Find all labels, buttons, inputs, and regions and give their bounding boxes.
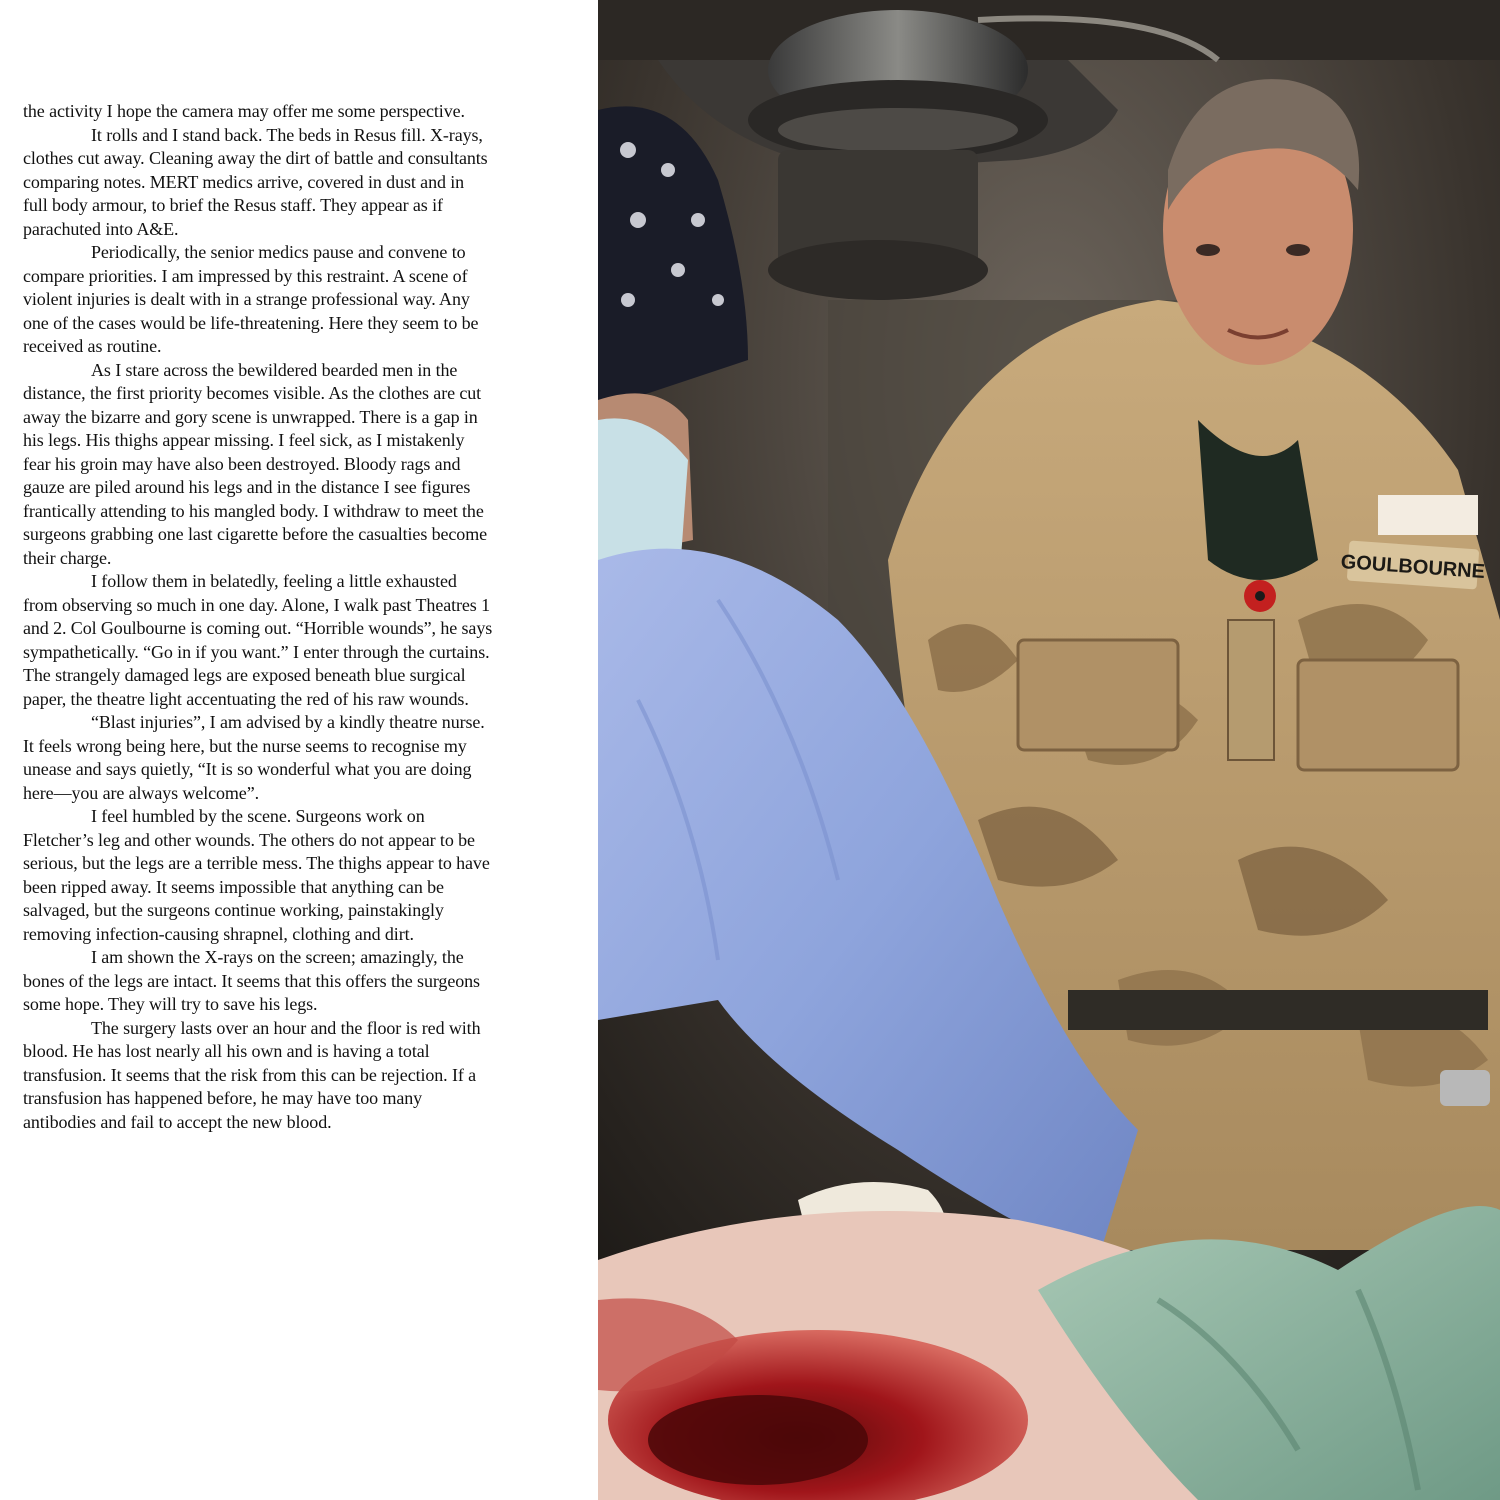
surgery-photo-illustration (598, 0, 1500, 1500)
paragraph: “Blast injuries”, I am advised by a kindly theatre nurse. It feels wrong being here, but the nurse seems to recognise my unease and says quietly, “It is so wonderful what you are doing here—you are always welcome”. (23, 712, 485, 803)
paragraph: It rolls and I stand back. The beds in Resus fill. X-rays, clothes cut away. Cleaning away the dirt of battle and consultants comparing notes. MERT medics arrive, covered in dust and in full body armour, to brief the Resus staff. They appear as if parachuted into A&E. (23, 124, 488, 239)
paragraph: I feel humbled by the scene. Surgeons work on Fletcher’s leg and other wounds. The others do not appear to be serious, but the legs are a terrible mess. The thighs appear to have been ripped away. It seems impossible that anything can be salvaged, but the surgeons continue working, painstakingly removing infection-causing shrapnel, clothing and dirt. (23, 806, 490, 944)
paragraph: I am shown the X-rays on the screen; amazingly, the bones of the legs are intact. It seems that this offers the surgeons some hope. They will try to save his legs. (23, 947, 480, 1014)
paragraph: the activity I hope the camera may offer me some perspective. (23, 101, 465, 121)
name-tag: GOULBOURNE (1340, 550, 1486, 584)
surgery-photo (598, 0, 1500, 1500)
paragraph: I follow them in belatedly, feeling a little exhausted from observing so much in one day. Alone, I walk past Theatres 1 and 2. Col Goulbourne is coming out. “Horrible wounds”, he says sympathetically. “Go in if you want.” I enter through the curtains. The strangely damaged legs are exposed beneath blue surgical paper, the theatre light accentuating the red of his raw wounds. (23, 571, 493, 709)
paragraph: As I stare across the bewildered bearded men in the distance, the first priority becomes visible. As the clothes are cut away the bizarre and gory scene is unwrapped. There is a gap in his legs. His thighs appear missing. I feel sick, as I mistakenly fear his groin may have also been destroyed. Bloody rags and gauze are piled around his legs and in the distance I see figures frantically attending to his mangled body. I withdraw to meet the surgeons grabbing one last cigarette before the casualties become their charge. (23, 359, 487, 568)
article-text (23, 100, 493, 1134)
paragraph: The surgery lasts over an hour and the floor is red with blood. He has lost nearly all his own and is having a total transfusion. It seems that the risk from this can be rejection. If a transfusion has happened before, he may have too many antibodies and fail to accept the new blood. (23, 1017, 481, 1132)
paragraph: Periodically, the senior medics pause and convene to compare priorities. I am impressed by this restraint. A scene of violent injuries is dealt with in a strange professional way. Any one of the cases would be life-threatening. Here they seem to be received as routine. (23, 242, 479, 356)
